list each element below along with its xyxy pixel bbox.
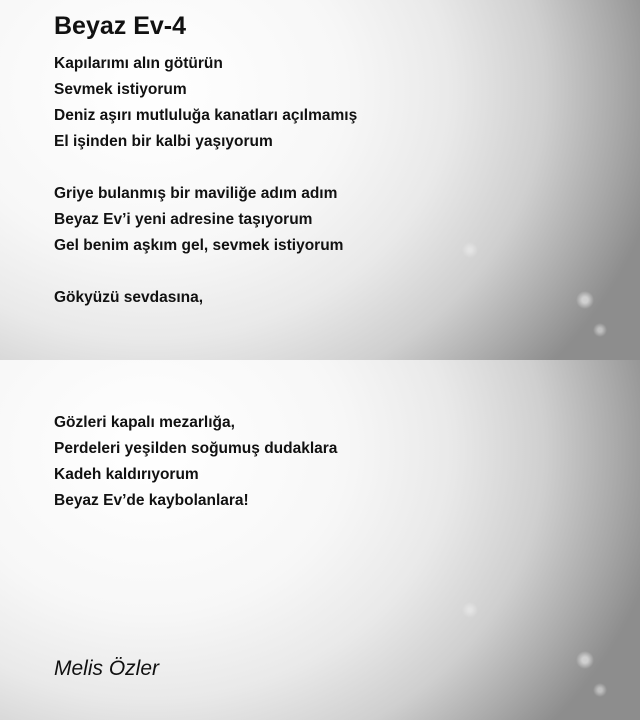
- poem-line: Gözleri kapalı mezarlığa,: [54, 414, 235, 431]
- poem-line: Deniz aşırı mutluluğa kanatları açılmamış: [54, 107, 358, 124]
- poem-line: Sevmek istiyorum: [54, 81, 187, 98]
- stanza-2: [54, 181, 343, 259]
- author-name: Melis Özler: [54, 657, 160, 680]
- poem-line: Kadeh kaldırıyorum: [54, 466, 199, 483]
- poem-line: Beyaz Ev’de kaybolanlara!: [54, 492, 249, 509]
- poem-line: Griye bulanmış bir maviliğe adım adım: [54, 185, 338, 202]
- stanza-4: [54, 410, 337, 514]
- poem-line: Gel benim aşkım gel, sevmek istiyorum: [54, 237, 344, 254]
- poem-line: Beyaz Ev’i yeni adresine taşıyorum: [54, 211, 313, 228]
- poem-title: Beyaz Ev-4: [54, 12, 187, 40]
- poem-line: Gökyüzü sevdasına,: [54, 289, 204, 306]
- stanza-1: [54, 51, 357, 155]
- poem-line: Kapılarımı alın götürün: [54, 55, 223, 72]
- poem-line: El işinden bir kalbi yaşıyorum: [54, 133, 273, 150]
- poem-card-bottom: [0, 360, 640, 720]
- stanza-3: [54, 285, 203, 311]
- poem-line: Perdeleri yeşilden soğumuş dudaklara: [54, 440, 338, 457]
